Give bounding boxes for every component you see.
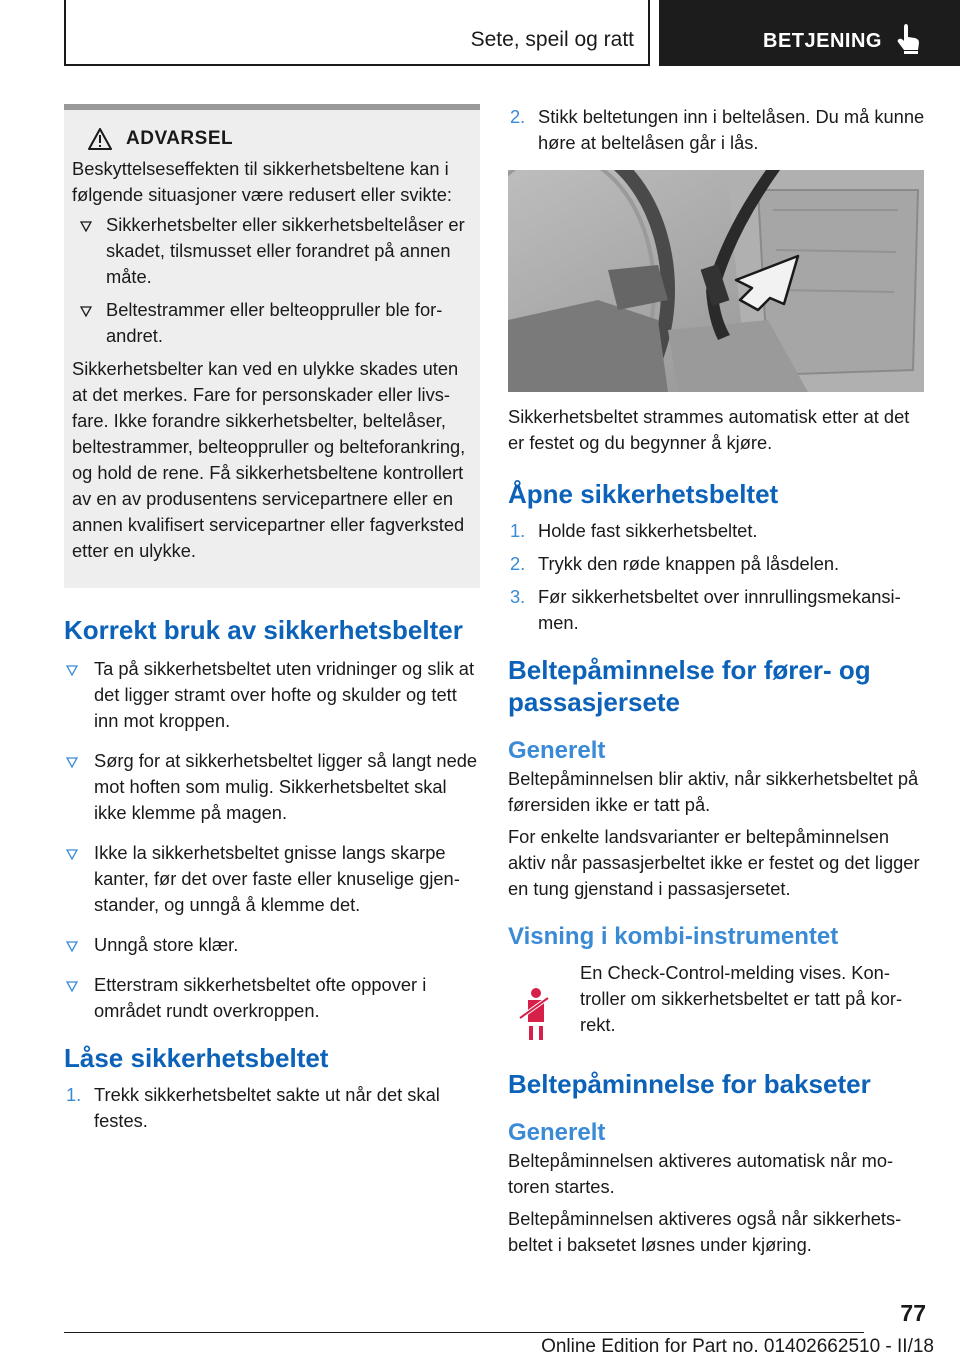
list-item: Unngå store klær. xyxy=(64,932,480,958)
list-item: 1. Trekk sikkerhetsbeltet sakte ut når det skal festes. xyxy=(66,1084,440,1131)
footer-edition: Online Edition for Part no. 01402662510 - II/18 xyxy=(541,1336,934,1357)
right-column xyxy=(508,104,928,1258)
left-column xyxy=(64,104,480,1141)
correct-use-list xyxy=(64,656,480,1024)
list-item: Beltestrammer eller belteoppruller ble forandret. xyxy=(72,297,472,349)
display-info xyxy=(508,960,928,1042)
after-image-text: Sikkerhetsbeltet strammes automatisk etter at det er festet og du begynner å kjøre. xyxy=(508,406,910,453)
reminder-front-p2: For enkelte landsvarianter er beltepåminnelsen aktiv når passasjerbeltet ikke er festet og det ligger en tung gjenstand i passasjersetet. xyxy=(508,826,920,899)
footer-divider xyxy=(64,1332,864,1333)
lock-steps-left xyxy=(64,1082,480,1134)
reminder-front-p1: Beltepåminnelsen blir aktiv, når sikkerhetsbeltet på førersiden ikke er tatt på. xyxy=(508,768,919,815)
list-item: Etterstram sikkerhetsbeltet ofte oppover i området rundt overkroppen. xyxy=(64,972,480,1024)
warning-outro: Sikkerhetsbelter kan ved en ulykke skades uten at det merkes. Fare for personskader eller livsfare. Ikke forandre sikkerhetsbelter, beltelåser, beltestrammer, belteoppruller og belteforankring, og hold de rene. Få sikkerhetsbeltene kontrollert av en av produsentens servicepartnere eller en annen kvalifisert servicepartner eller fagverksted etter en ulykke. xyxy=(72,358,466,561)
warning-box xyxy=(64,104,480,588)
triangle-bullet-icon xyxy=(66,941,78,952)
heading-open-belt: Åpne sikkerhetsbeltet xyxy=(508,479,779,509)
header-chapter-box xyxy=(659,0,960,66)
triangle-bullet-icon xyxy=(66,757,78,768)
page-number: 77 xyxy=(900,1300,926,1326)
list-item: 2. Trykk den røde knappen på låsdelen. xyxy=(510,553,840,574)
triangle-bullet-icon xyxy=(80,306,92,317)
triangle-bullet-icon xyxy=(66,849,78,860)
subheading-general-front: Generelt xyxy=(508,737,606,764)
reminder-rear-p1: Beltepåminnelsen aktiveres automatisk når motoren startes. xyxy=(508,1150,894,1197)
list-item: Ta på sikkerhetsbeltet uten vridninger og slik at det ligger stramt over hofte og skulder og tett inn mot kroppen. xyxy=(64,656,480,734)
header-chapter-title: BETJENING xyxy=(763,30,882,52)
list-item: 1. Holde fast sikkerhetsbeltet. xyxy=(510,520,758,541)
warning-triangle-icon xyxy=(88,128,112,150)
list-item: 2. Stikk beltetungen inn i beltelåsen. Du må kunne høre at beltelåsen går i lås. xyxy=(510,106,925,153)
warning-title: ADVARSEL xyxy=(126,128,234,149)
hand-pointer-icon xyxy=(895,24,921,54)
header-section-box xyxy=(64,0,650,66)
triangle-bullet-icon xyxy=(66,981,78,992)
header-section-title: Sete, speil og ratt xyxy=(470,28,634,51)
heading-reminder-front: Beltepåminnelse for fører- og passasjersete xyxy=(508,655,871,717)
list-item: Ikke la sikkerhetsbeltet gnisse langs skarpe kanter, før det over faste eller knuselige gjenstander, og unngå å klemme det. xyxy=(64,840,480,918)
heading-correct-use: Korrekt bruk av sikkerhetsbelter xyxy=(64,615,463,645)
seatbelt-warning-icon xyxy=(508,960,554,1042)
heading-lock-belt: Låse sikkerhetsbeltet xyxy=(64,1043,329,1073)
lock-steps-right xyxy=(508,104,928,156)
list-item: Sikkerhetsbelter eller sikkerhetsbeltelåser er skadet, tilsmusset eller forandret på annen måte. xyxy=(72,212,472,290)
open-steps xyxy=(508,518,928,636)
heading-reminder-rear: Beltepåminnelse for bakseter xyxy=(508,1069,871,1099)
subheading-display: Visning i kombi-instrumentet xyxy=(508,923,839,950)
seatbelt-buckle-photo xyxy=(508,170,924,392)
triangle-bullet-icon xyxy=(80,221,92,232)
list-item: Sørg for at sikkerhetsbeltet ligger så langt nede mot hoften som mulig. Sikkerhetsbeltet skal ikke klemme på magen. xyxy=(64,748,480,826)
subheading-general-rear: Generelt xyxy=(508,1119,606,1146)
warning-list xyxy=(72,212,472,349)
warning-header xyxy=(72,128,472,150)
triangle-bullet-icon xyxy=(66,665,78,676)
warning-intro: Beskyttelseseffekten til sikkerhetsbeltene kan i følgende situasjoner være redusert eller svikte: xyxy=(72,158,453,205)
display-text: En Check-Control-melding vises. Kontroller om sikkerhetsbeltet er tatt på korrekt. xyxy=(580,962,903,1035)
list-item: 3. Før sikkerhetsbeltet over innrullingsmekansimen. xyxy=(510,586,901,633)
reminder-rear-p2: Beltepåminnelsen aktiveres også når sikkerhetsbeltet i baksetet løsnes under kjøring. xyxy=(508,1208,902,1255)
